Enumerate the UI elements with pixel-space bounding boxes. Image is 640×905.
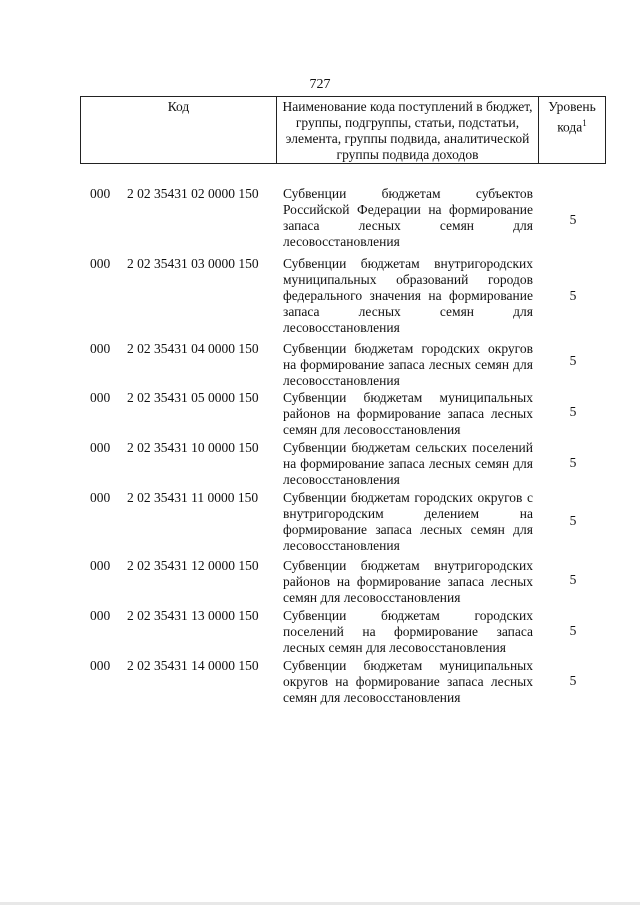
- income-name: Субвенции бюджетам городских поселений на формирование запаса лесных семян для лесовосстановления: [283, 608, 533, 655]
- header-level-label: Уровень кода: [548, 99, 596, 135]
- income-code: 2 02 35431 02 0000 150: [127, 186, 259, 201]
- header-name-cell: Наименование кода поступлений в бюджет, группы, подгруппы, статьи, подстатьи, элемента, группы подвида, аналитической группы подвида доходов: [277, 97, 539, 163]
- income-code: 2 02 35431 04 0000 150: [127, 341, 259, 356]
- admin-code: 000: [90, 658, 111, 673]
- page-number: 727: [309, 77, 331, 92]
- table-header: [80, 96, 606, 164]
- admin-code: 000: [90, 490, 111, 505]
- income-code: 2 02 35431 11 0000 150: [127, 490, 259, 505]
- code-level: 5: [569, 513, 577, 528]
- header-code-cell: Код: [81, 97, 277, 163]
- code-level: 5: [569, 572, 577, 587]
- admin-code: 000: [90, 558, 111, 573]
- code-level: 5: [569, 623, 577, 638]
- admin-code: 000: [90, 341, 111, 356]
- code-level: 5: [569, 455, 577, 470]
- income-code: 2 02 35431 14 0000 150: [127, 658, 259, 673]
- income-code: 2 02 35431 03 0000 150: [127, 256, 259, 271]
- income-name: Субвенции бюджетам муниципальных районов на формирование запаса лесных семян для лесовосстановления: [283, 390, 533, 437]
- income-name: Субвенции бюджетам внутригородских районов на формирование запаса лесных семян для лесовосстановления: [283, 558, 533, 605]
- admin-code: 000: [90, 440, 111, 455]
- income-name: Субвенции бюджетам муниципальных округов на формирование запаса лесных семян для лесовосстановления: [283, 658, 533, 705]
- income-name: Субвенции бюджетам сельских поселений на формирование запаса лесных семян для лесовосстановления: [283, 440, 533, 487]
- admin-code: 000: [90, 186, 111, 201]
- code-level: 5: [569, 673, 577, 688]
- income-name: Субвенции бюджетам субъектов Российской Федерации на формирование запаса лесных семян для лесовосстановления: [283, 186, 533, 249]
- code-level: 5: [569, 212, 577, 227]
- income-code: 2 02 35431 12 0000 150: [127, 558, 259, 573]
- income-name: Субвенции бюджетам городских округов с внутригородским делением на формирование запаса лесных семян для лесовосстановления: [283, 490, 533, 553]
- income-name: Субвенции бюджетам городских округов на формирование запаса лесных семян для лесовосстановления: [283, 341, 533, 388]
- header-level-cell: [539, 97, 605, 163]
- income-code: 2 02 35431 13 0000 150: [127, 608, 259, 623]
- footnote-marker: 1: [582, 118, 587, 128]
- income-code: 2 02 35431 10 0000 150: [127, 440, 259, 455]
- code-level: 5: [569, 288, 577, 303]
- admin-code: 000: [90, 256, 111, 271]
- admin-code: 000: [90, 390, 111, 405]
- code-level: 5: [569, 404, 577, 419]
- admin-code: 000: [90, 608, 111, 623]
- income-code: 2 02 35431 05 0000 150: [127, 390, 259, 405]
- income-name: Субвенции бюджетам внутригородских муниципальных образований городов федерального значения на формирование запаса лесных семян для лесовосстановления: [283, 256, 533, 335]
- code-level: 5: [569, 353, 577, 368]
